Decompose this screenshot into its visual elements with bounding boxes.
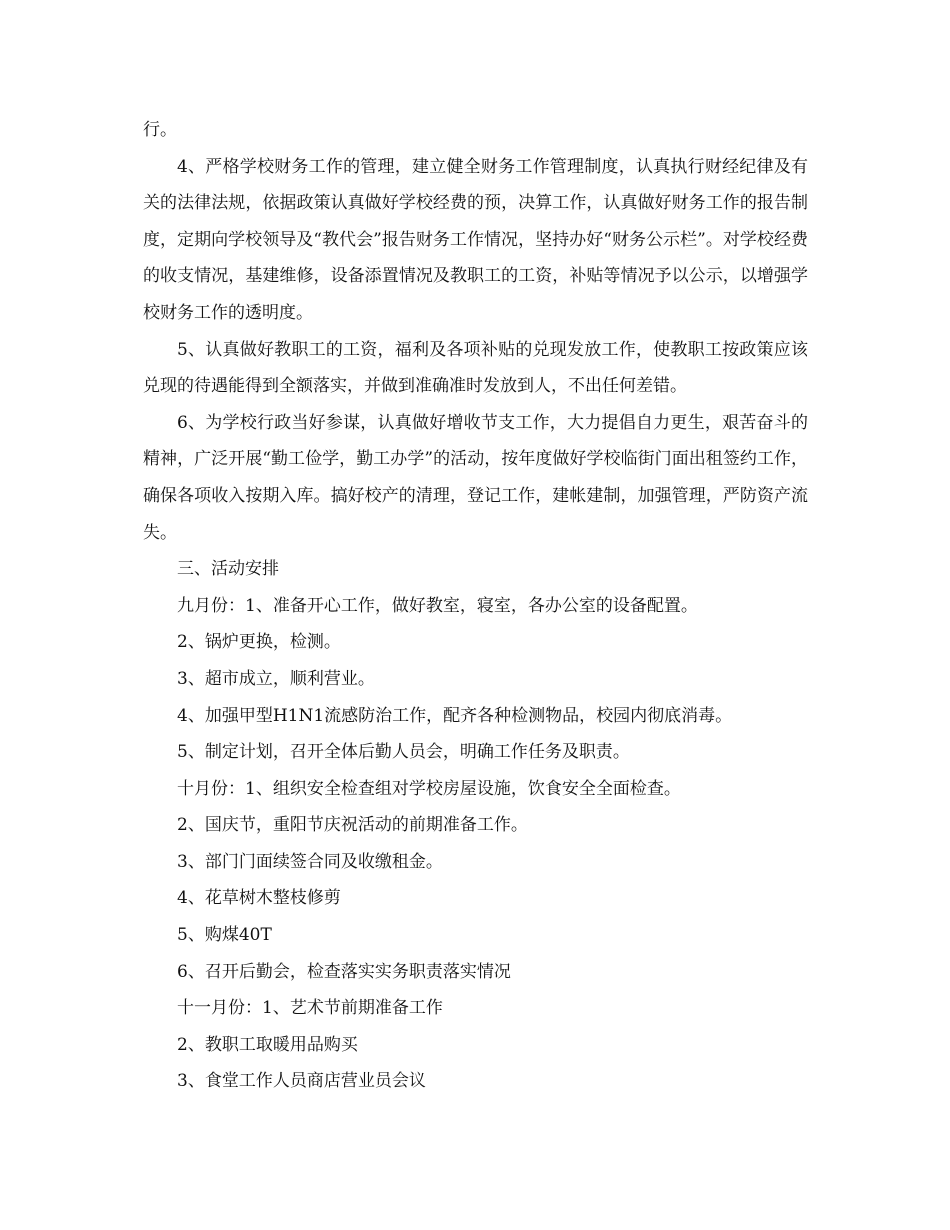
schedule-line: 3、部门门面续签合同及收缴租金。 <box>177 851 443 872</box>
schedule-line: 3、超市成立，顺利营业。 <box>177 668 375 689</box>
schedule-line: 十一月份：1、艺术节前期准备工作 <box>177 998 443 1019</box>
section-heading-schedule: 三、活动安排 <box>177 559 279 580</box>
schedule-line: 十月份：1、组织安全检查组对学校房屋设施，饮食安全全面检查。 <box>177 778 681 799</box>
schedule-line: 4、花草树木整枝修剪 <box>177 888 341 909</box>
paragraph-continuation: 行。 <box>143 120 177 140</box>
paragraph-item-5-salary: 5、认真做好教职工的工资，福利及各项补贴的兑现发放工作，使教职工按政策应该兑现的待遇能得到全额落实，并做到准确准时发放到人，不出任何差错。 <box>143 339 808 397</box>
schedule-line: 5、制定计划，召开全体后勤人员会，明确工作任务及职责。 <box>177 742 630 763</box>
schedule-line: 4、加强甲型H1N1流感防治工作，配齐各种检测物品，校园内彻底消毒。 <box>177 705 733 726</box>
schedule-line: 2、国庆节，重阳节庆祝活动的前期准备工作。 <box>177 815 528 836</box>
schedule-line: 2、锅炉更换，检测。 <box>177 632 341 653</box>
schedule-line: 5、购煤40T <box>177 925 272 946</box>
schedule-line: 2、教职工取暖用品购买 <box>177 1034 358 1055</box>
paragraph-item-4-finance: 4、严格学校财务工作的管理，建立健全财务工作管理制度，认真执行财经纪律及有关的法律法规，依据政策认真做好学校经费的预，决算工作，认真做好财务工作的报告制度，定期向学校领导及“教代会”报告财务工作情况，坚持办好“财务公示栏”。对学校经费的收支情况，基建维修，设备添置情况及教职工的工资，补贴等情况予以公示，以增强学校财务工作的透明度。 <box>143 156 808 323</box>
document-body <box>143 112 808 1100</box>
schedule-line: 6、召开后勤会，检查落实实务职责落实情况 <box>177 961 511 982</box>
schedule-line: 3、食堂工作人员商店营业员会议 <box>177 1071 426 1092</box>
schedule-line: 九月份：1、准备开心工作，做好教室，寝室，各办公室的设备配置。 <box>177 595 698 616</box>
paragraph-item-6-income: 6、为学校行政当好参谋，认真做好增收节支工作，大力提倡自力更生，艰苦奋斗的精神，广泛开展“勤工俭学，勤工办学”的活动，按年度做好学校临街门面出租签约工作，确保各项收入按期入库。搞好校产的清理，登记工作，建帐建制，加强管理，严防资产流失。 <box>143 412 808 543</box>
